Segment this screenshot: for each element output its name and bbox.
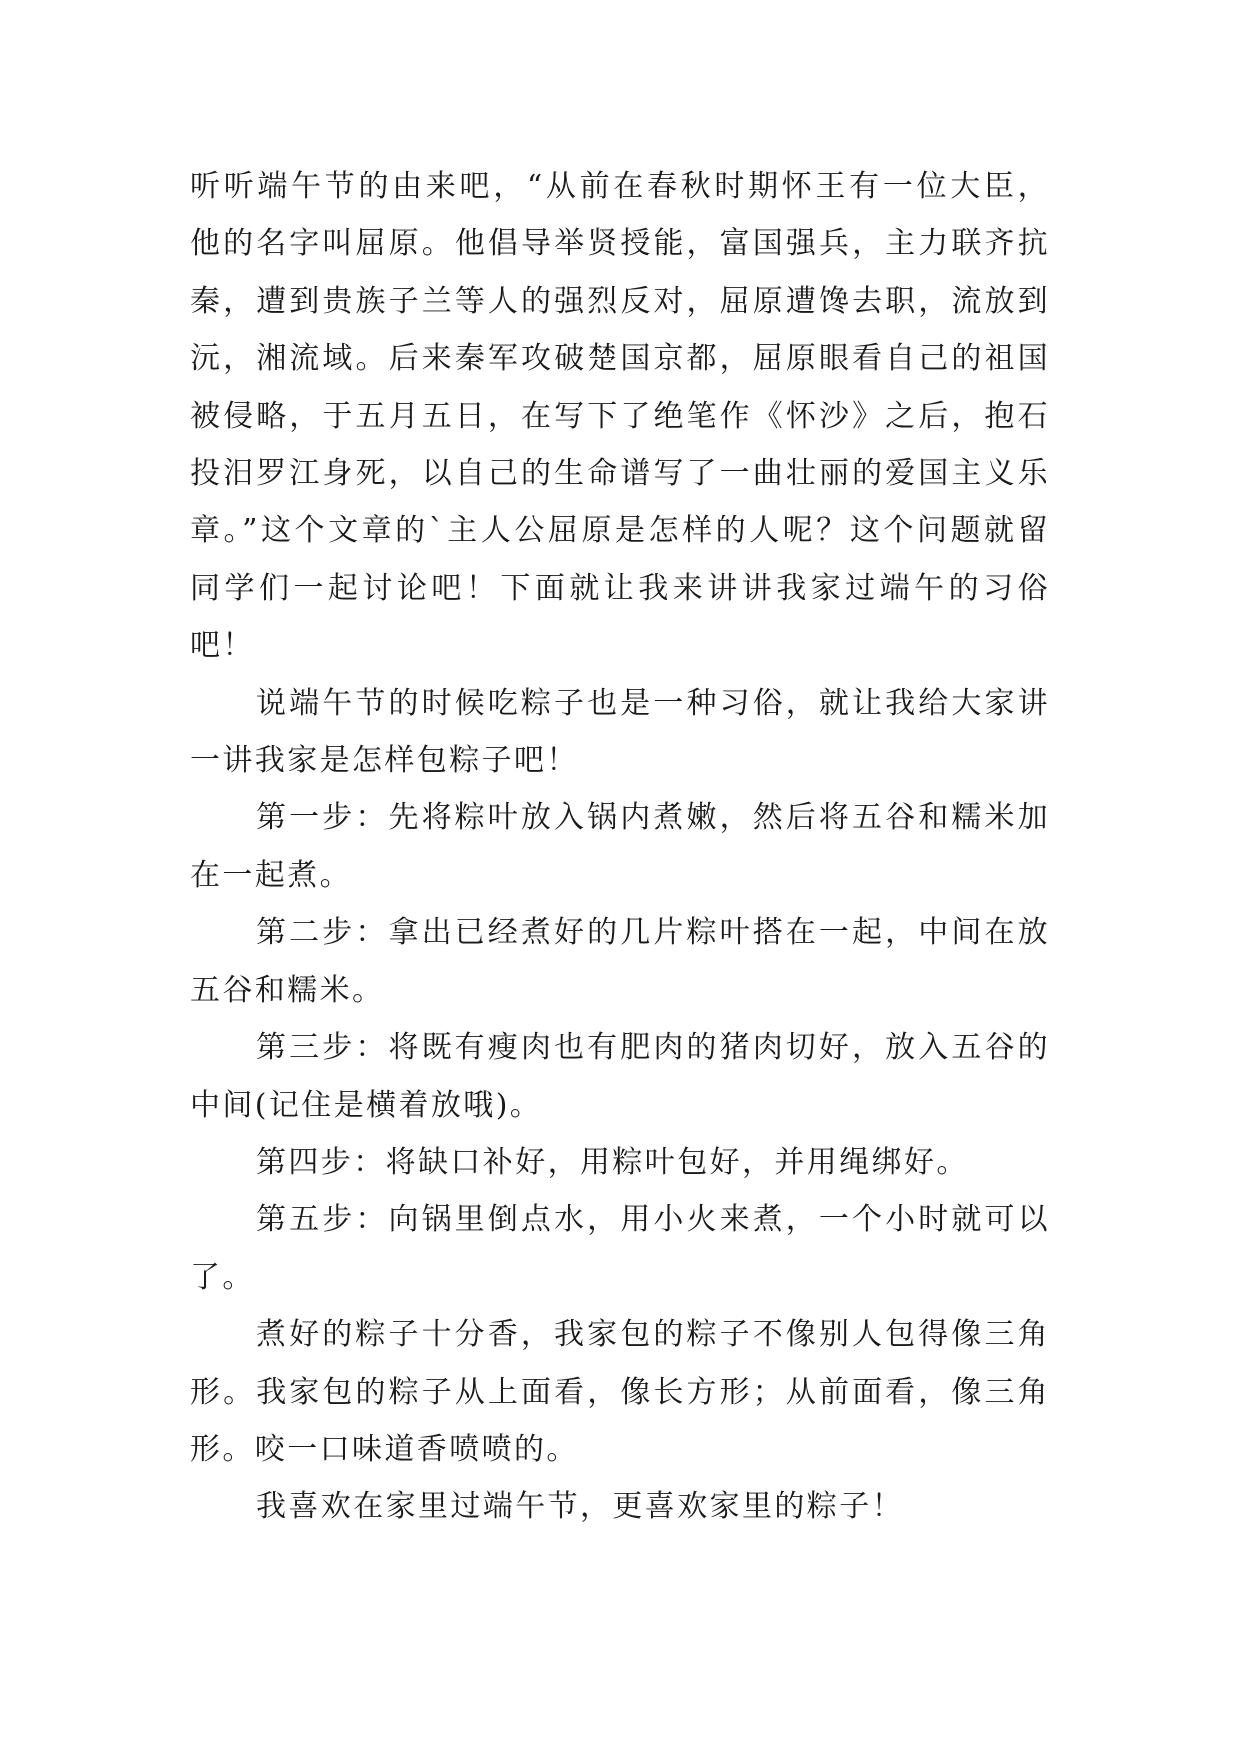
paragraph-step-one: 第一步：先将粽叶放入锅内煮嫩，然后将五谷和糯米加在一起煮。: [190, 800, 1050, 893]
paragraph-origin-story: 听听端午节的由来吧，“从前在春秋时期怀王有一位大臣，他的名字叫屈原。他倡导举贤授能，富国强兵，主力联齐抗秦，遭到贵族子兰等人的强烈反对，屈原遭馋去职，流放到沅，湘流域。后来秦军攻破楚国京都，屈原眼看自己的祖国被侵略，于五月五日，在写下了绝笔作《怀沙》之后，抱石投汨罗江身死，以自己的生命谱写了一曲壮丽的爱国主义乐章。”这个文章的`主人公屈原是怎样的人呢？这个问题就留同学们一起讨论吧！下面就让我来讲讲我家过端午的习俗吧！: [190, 169, 1050, 664]
paragraph-step-four: 第四步：将缺口补好，用粽叶包好，并用绳绑好。: [256, 1144, 969, 1180]
paragraph-step-two: 第二步：拿出已经煮好的几片粽叶搭在一起，中间在放五谷和糯米。: [190, 915, 1050, 1008]
paragraph-step-five: 第五步：向锅里倒点水，用小火来煮，一个小时就可以了。: [190, 1202, 1050, 1295]
paragraph-step-three: 第三步：将既有瘦肉也有肥肉的猪肉切好，放入五谷的中间(记住是横着放哦)。: [190, 1030, 1050, 1123]
paragraph-zongzi-shape: 煮好的粽子十分香，我家包的粽子不像别人包得像三角形。我家包的粽子从上面看，像长方形；从前面看，像三角形。咬一口味道香喷喷的。: [190, 1317, 1050, 1467]
document-body: [190, 158, 1050, 1536]
paragraph-zongzi-intro: 说端午节的时候吃粽子也是一种习俗，就让我给大家讲一讲我家是怎样包粽子吧！: [190, 685, 1050, 779]
paragraph-conclusion: 我喜欢在家里过端午节，更喜欢家里的粽子！: [256, 1489, 904, 1525]
